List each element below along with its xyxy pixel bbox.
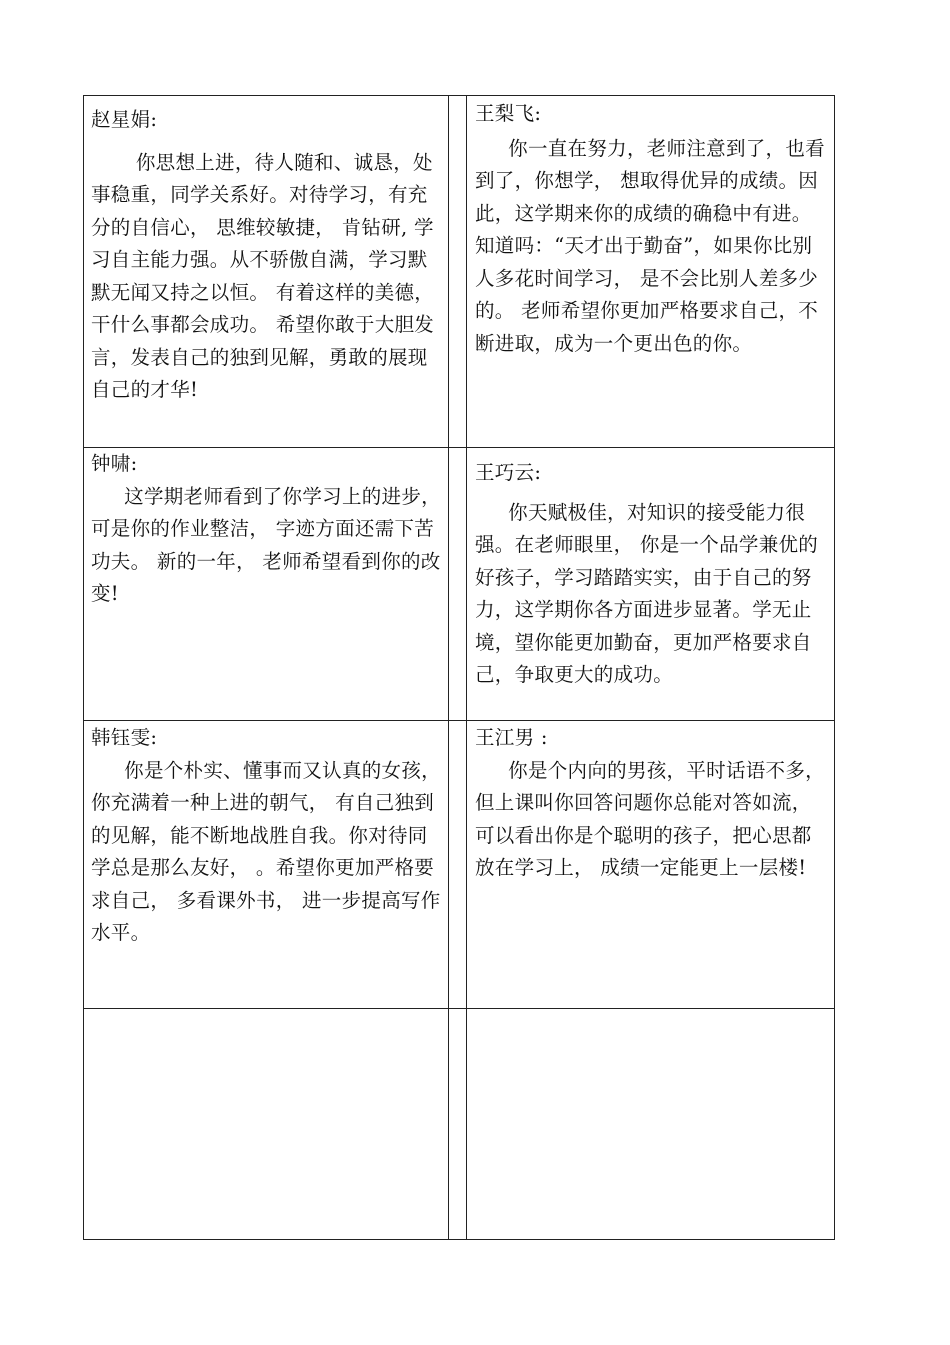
student-name: 韩钰雯: — [91, 726, 158, 749]
comment-cell — [91, 722, 443, 950]
comment-cell — [475, 722, 827, 885]
comment-text: 你一直在努力，老师注意到了，也看到了，你想学， 想取得优异的成绩。因此，这学期来你的成绩的确稳中有进。知道吗：“天才出于勤奋”，如果你比别人多花时间学习， 是不会比别人差多少的。 老师希望你更加严格要求自己，不断进取，成为一个更出色的你。 — [475, 136, 825, 355]
comment-cell — [91, 104, 443, 407]
comment-table — [83, 95, 835, 1240]
student-name: 钟啸: — [91, 452, 138, 475]
comment-cell — [91, 448, 443, 611]
student-name: 王梨飞: — [475, 102, 542, 125]
comment-text: 你天赋极佳，对知识的接受能力很强。在老师眼里， 你是一个品学兼优的好孩子，学习踏踏实实，由于自己的努力，这学期你各方面进步显著。学无止境，望你能更加勤奋，更加严格要求自己，争取更大的成功。 — [475, 500, 819, 686]
student-name: 王巧云: — [475, 461, 542, 484]
comment-cell — [475, 98, 827, 360]
comment-text: 你是个朴实、懂事而又认真的女孩，你充满着一种上进的朝气， 有自己独到的见解，能不断地战胜自我。你对待同学总是那么友好， 。希望你更加严格要求自己， 多看课外书， 进一步提高写作水平。 — [91, 758, 441, 944]
student-name: 王江男 : — [475, 726, 548, 749]
row-divider-3 — [84, 1008, 834, 1009]
student-name: 赵星娟: — [91, 108, 158, 131]
comment-text: 这学期老师看到了你学习上的进步，可是你的作业整洁， 字迹方面还需下苦功夫。 新的一年， 老师希望看到你的改变! — [91, 484, 441, 605]
column-divider-left — [448, 96, 449, 1239]
comment-text: 你思想上进，待人随和、诚恳，处事稳重，同学关系好。对待学习，有充分的自信心， 思维较敏捷， 肯钻研, 学习自主能力强。从不骄傲自满，学习默默无闻又持之以恒。 有着这样的美德，干什么事都会成功。 希望你敢于大胆发言，发表自己的独到见解，勇敢的展现自己的才华! — [91, 150, 435, 401]
comment-text: 你是个内向的男孩，平时话语不多，但上课叫你回答问题你总能对答如流，可以看出你是个聪明的孩子，把心思都放在学习上， 成绩一定能更上一层楼! — [475, 758, 825, 879]
row-divider-2 — [84, 720, 834, 721]
comment-cell — [475, 457, 827, 692]
column-divider-right — [466, 96, 467, 1239]
